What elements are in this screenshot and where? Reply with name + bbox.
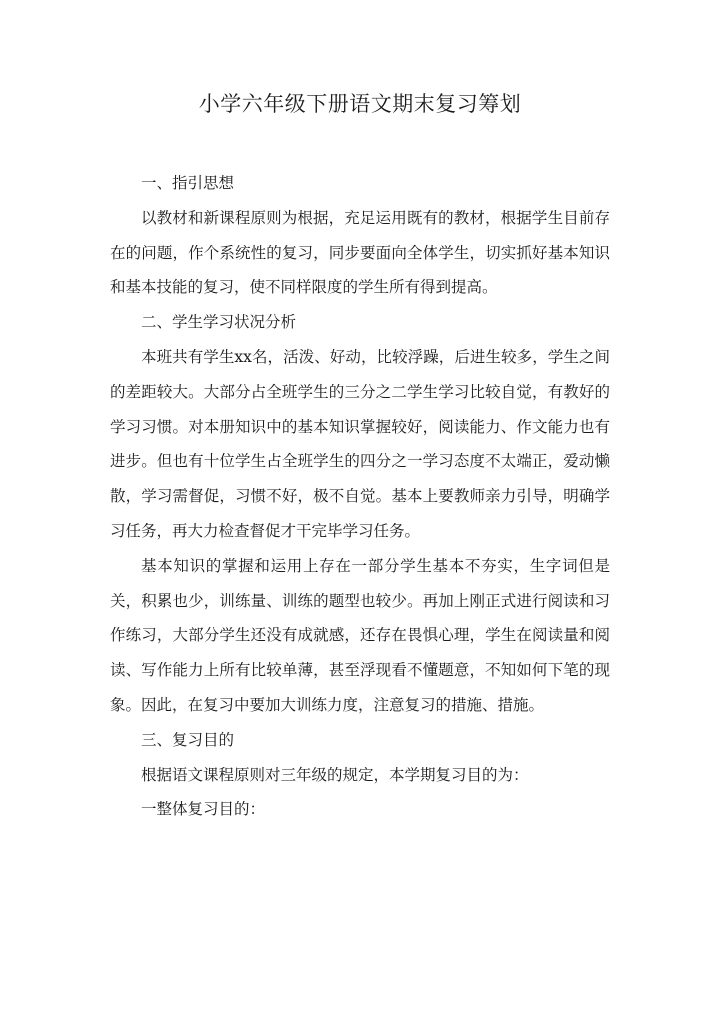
paragraph-guiding-thought: 以教材和新课程原则为根据，充足运用既有的教材，根据学生目前存在的问题，作个系统性的复习，同步要面向全体学生，切实抓好基本知识和基本技能的复习，使不同样限度的学生所有得到提高。 <box>110 208 610 297</box>
document-title: 小学六年级下册语文期末复习筹划 <box>198 92 522 116</box>
paragraph-overall-goals: 一整体复习目的： <box>141 800 266 819</box>
document-body <box>110 166 610 827</box>
section-heading-review-goals: 三、复习目的 <box>141 730 235 749</box>
section-heading-guiding-thought: 一、指引思想 <box>141 174 235 192</box>
section-heading-student-analysis: 二、学生学习状况分析 <box>141 313 297 332</box>
paragraph-student-analysis-1: 本班共有学生xx名，活泼、好动，比较浮躁，后进生较多，学生之间的差距较大。大部分占全班学生的三分之二学生学习比较自觉，有教好的学习习惯。对本册知识中的基本知识掌握较好，阅读能力、作文能力也有进步。但也有十位学生占全班学生的四分之一学习态度不太端正，爱动懒散，学习需督促，习惯不好，极不自觉。基本上要教师亲力引导，明确学习任务，再大力检查督促才干完毕学习任务。 <box>110 347 610 540</box>
paragraph-student-analysis-2: 基本知识的掌握和运用上存在一部分学生基本不夯实，生字词但是关，积累也少，训练量、训练的题型也较少。再加上刚正式进行阅读和习作练习，大部分学生还没有成就感，还存在畏惧心理，学生在阅读量和阅读、写作能力上所有比较单薄，甚至浮现看不懂题意，不知如何下笔的现象。因此，在复习中要加大训练力度，注意复习的措施、措施。 <box>110 556 610 714</box>
paragraph-review-goals: 根据语文课程原则对三年级的规定，本学期复习目的为： <box>141 765 529 784</box>
